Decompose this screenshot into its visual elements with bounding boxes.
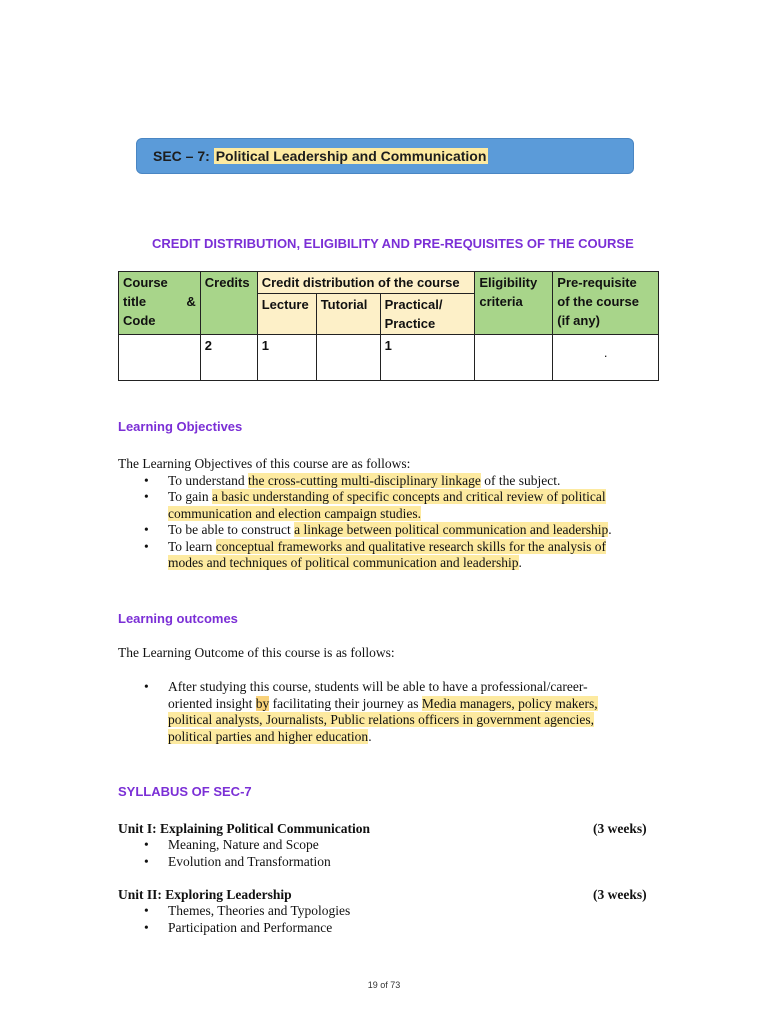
- cell-tutorial: [316, 335, 380, 381]
- header-eligibility: Eligibility criteria: [475, 272, 553, 335]
- header-prerequisite: Pre-requisite of the course (if any): [553, 272, 659, 335]
- objectives-intro: The Learning Objectives of this course are as follows:: [118, 456, 411, 471]
- list-item: • To understand the cross-cutting multi-disciplinary linkage of the subject.: [144, 472, 561, 488]
- list-item: • After studying this course, students will be able to have a professional/career- oriented insight by facilitating their journey as Media managers, policy makers, political analysts, Journalists, Public relations officers in government agencies, political parties and higher education.: [144, 679, 598, 744]
- learning-outcomes-body: [118, 679, 678, 745]
- header-credits: Credits: [200, 272, 257, 335]
- outcomes-intro: The Learning Outcome of this course is as follows:: [118, 645, 395, 660]
- cell-course: [119, 335, 201, 381]
- unit-1-topics: [118, 837, 678, 870]
- unit-2-weeks: (3 weeks): [593, 887, 647, 902]
- unit-1-title: Unit I: Explaining Political Communication: [118, 821, 371, 836]
- header-credit-distribution: Credit distribution of the course: [257, 272, 475, 294]
- course-code: SEC – 7:: [153, 148, 214, 164]
- unit-2-title: Unit II: Exploring Leadership: [118, 887, 292, 902]
- unit-2-topics: [118, 903, 678, 936]
- cell-prerequisite: .: [553, 335, 659, 381]
- unit-1-weeks: (3 weeks): [593, 821, 647, 836]
- course-title: Political Leadership and Communication: [215, 148, 487, 164]
- list-item: • To gain a basic understanding of specific concepts and critical review of political communication and election campaign studies.: [144, 489, 606, 521]
- list-item: • Evolution and Transformation: [144, 853, 331, 869]
- credit-distribution-heading: CREDIT DISTRIBUTION, ELIGIBILITY AND PRE-REQUISITES OF THE COURSE: [152, 236, 634, 251]
- list-item: • Themes, Theories and Typologies: [144, 903, 351, 918]
- outcomes-list: [118, 679, 678, 745]
- learning-outcomes-heading: Learning outcomes: [118, 611, 238, 626]
- header-lecture: Lecture: [257, 294, 316, 335]
- list-item: • To learn conceptual frameworks and qualitative research skills for the analysis of modes and techniques of political communication and leadership.: [144, 538, 607, 570]
- learning-objectives-heading: Learning Objectives: [118, 419, 243, 434]
- cell-eligibility: [475, 335, 553, 381]
- list-item: • To be able to construct a linkage between political communication and leadership.: [144, 522, 612, 537]
- learning-objectives-body: [118, 456, 678, 572]
- page-number: 19 of 73: [367, 980, 401, 990]
- objectives-list: [118, 473, 678, 572]
- list-item: • Meaning, Nature and Scope: [144, 837, 319, 852]
- course-title-banner: [136, 138, 634, 174]
- header-practical: Practical/ Practice: [380, 294, 475, 335]
- credit-distribution-table: [118, 271, 659, 381]
- cell-practical: 1: [380, 335, 475, 381]
- header-tutorial: Tutorial: [316, 294, 380, 335]
- cell-credits: 2: [200, 335, 257, 381]
- syllabus-heading: SYLLABUS OF SEC-7: [118, 784, 252, 799]
- table-row: [119, 335, 659, 381]
- list-item: • Participation and Performance: [144, 919, 333, 935]
- header-course-title-code: Course title & Code: [119, 272, 201, 335]
- cell-lecture: 1: [257, 335, 316, 381]
